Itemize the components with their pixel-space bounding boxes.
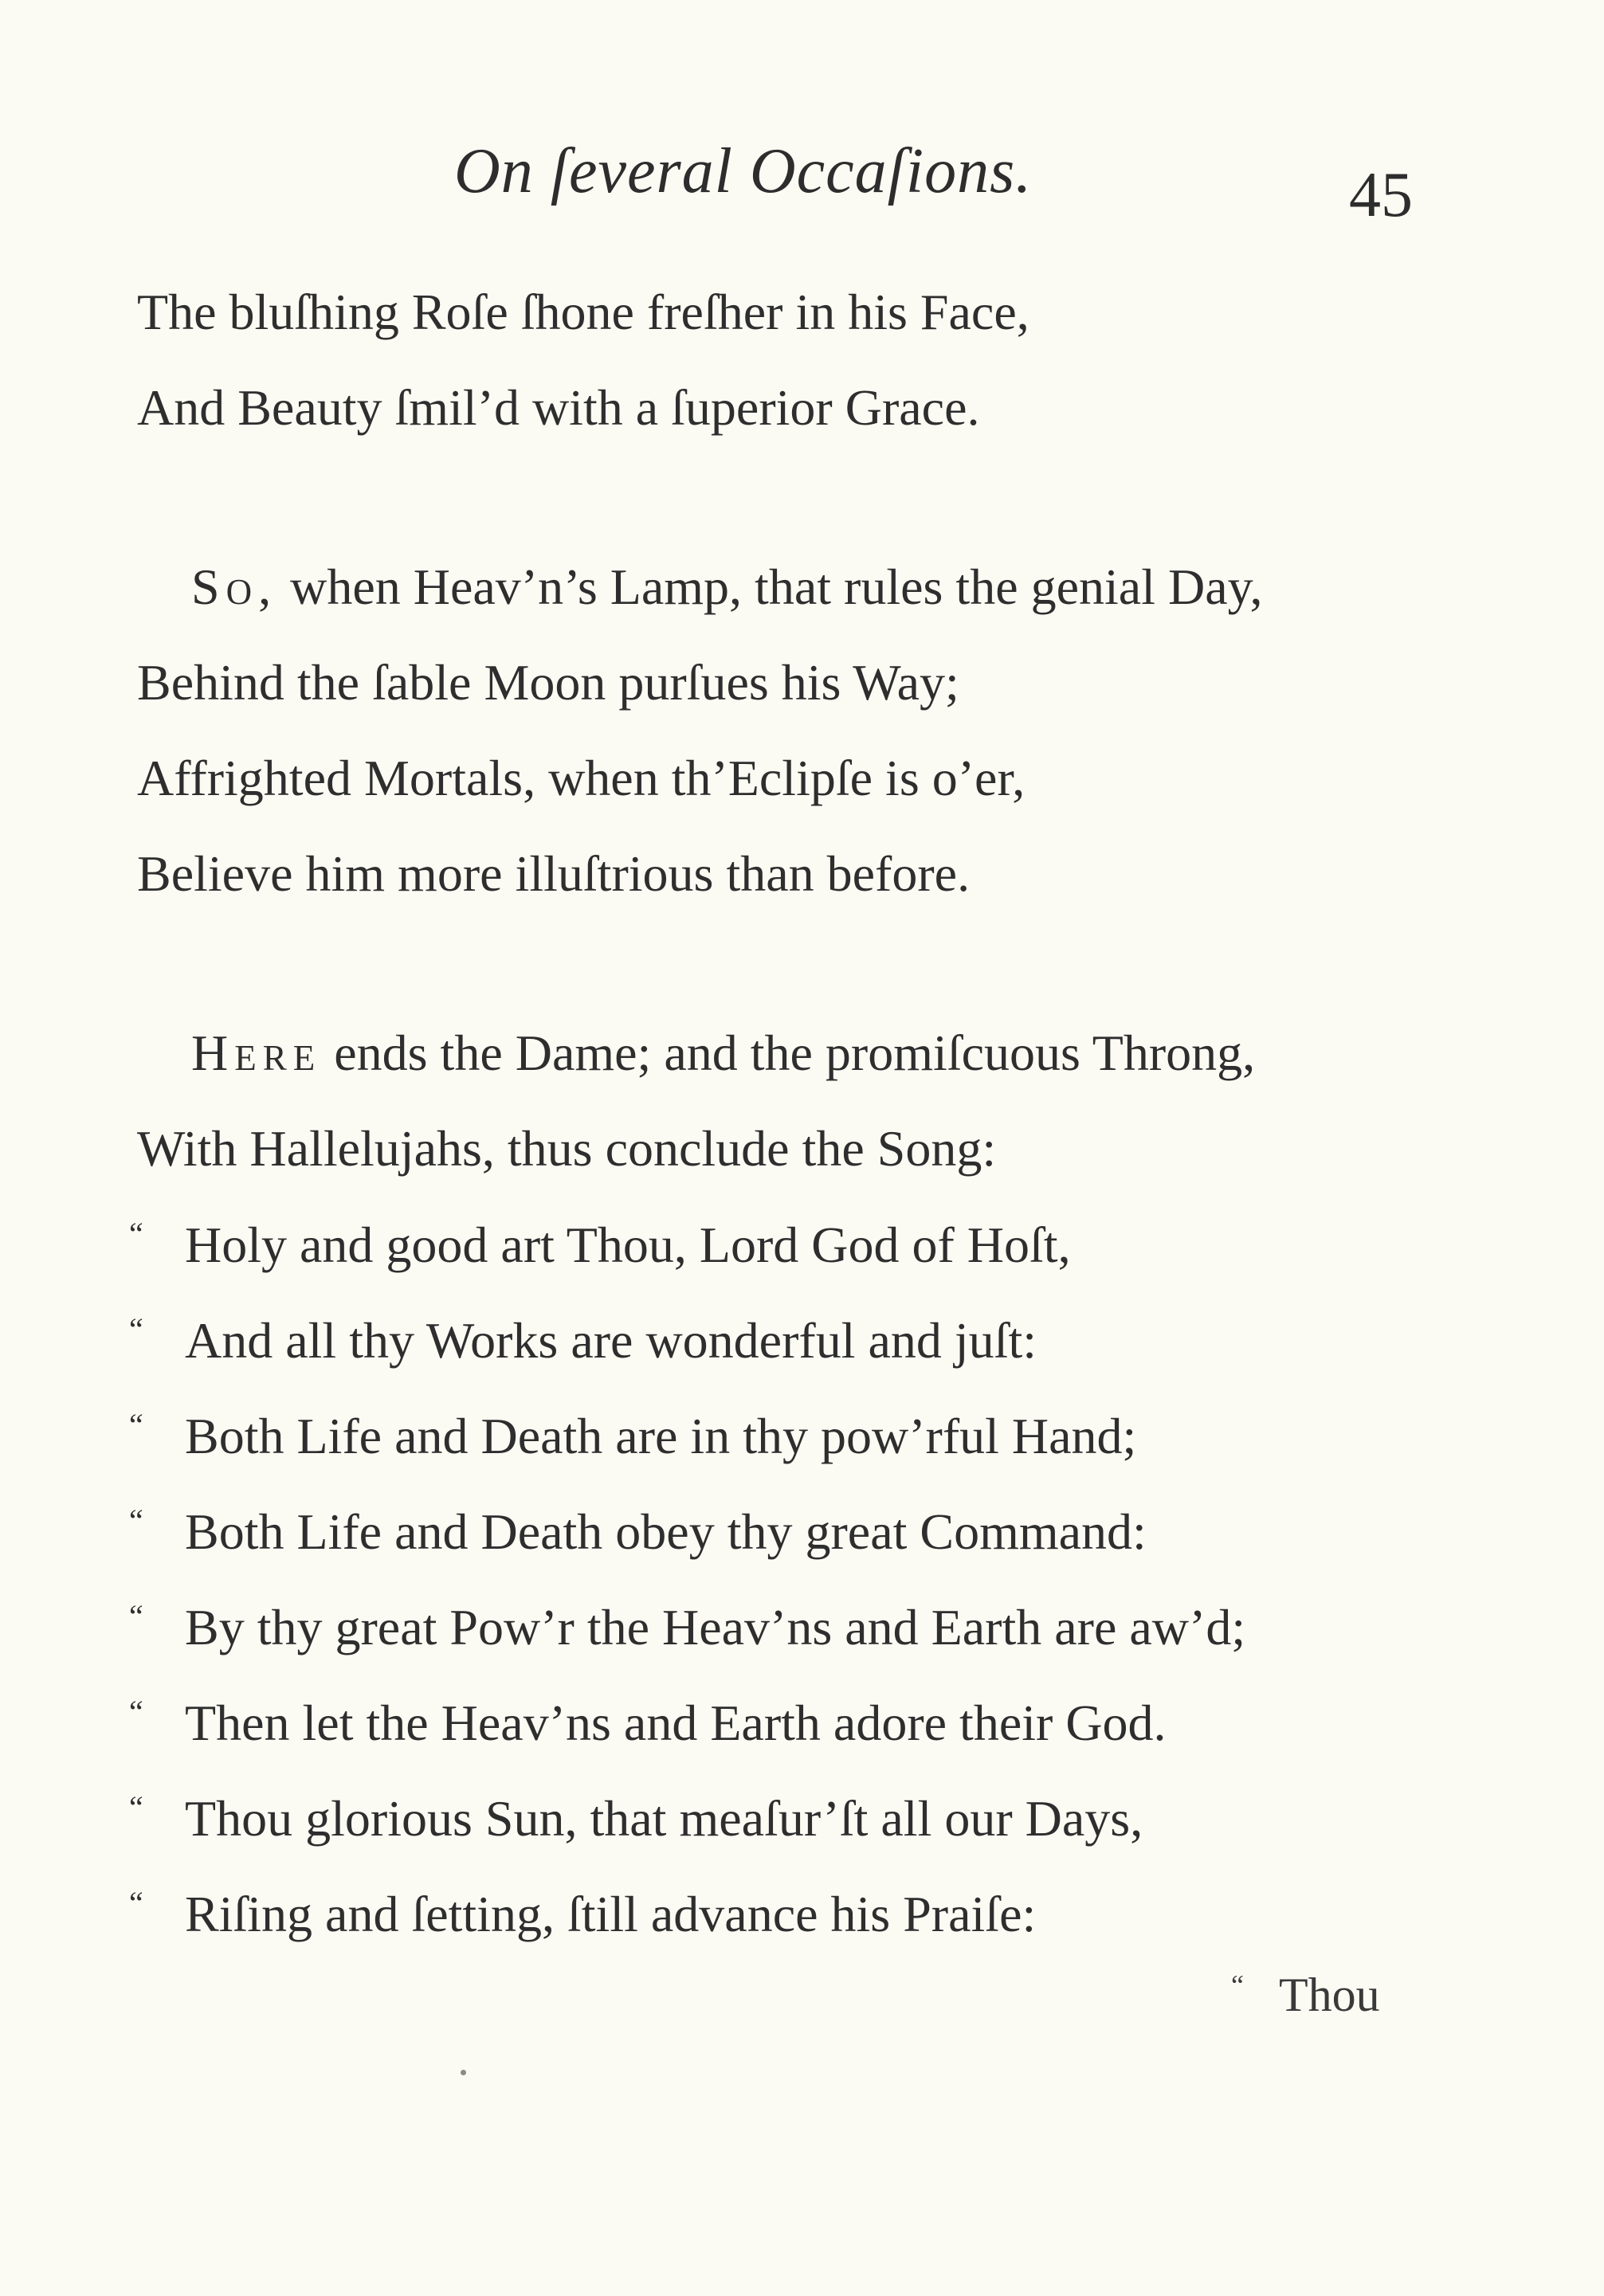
quotation-mark: “ — [129, 1503, 143, 1538]
quoted-verse-line — [129, 1693, 1167, 1753]
verse-line-stanza-start — [191, 558, 1262, 617]
quoted-text: Both Life and Death are in thy pow’rful Hand; — [185, 1408, 1137, 1464]
quoted-text: Riſing and ſetting, ſtill advance his Praiſe: — [185, 1886, 1037, 1942]
quotation-mark: “ — [129, 1789, 143, 1825]
quoted-verse-line — [129, 1502, 1147, 1561]
catchword — [1231, 1968, 1380, 2023]
running-head: On ſeveral Occaſions. — [454, 136, 1033, 206]
quotation-mark: “ — [129, 1885, 143, 1921]
catchword-text: Thou — [1279, 1969, 1380, 2021]
quoted-text: By thy great Pow’r the Heav’ns and Earth are aw’d; — [185, 1599, 1246, 1655]
quoted-verse-line — [129, 1311, 1037, 1370]
verse-line-rest: ends the Dame; and the promiſcuous Throng, — [321, 1025, 1256, 1081]
quoted-text: Holy and good art Thou, Lord God of Hoſt, — [185, 1217, 1071, 1273]
quotation-mark: “ — [1231, 1969, 1244, 2001]
paper-speck — [461, 2070, 466, 2075]
quoted-text: Both Life and Death obey thy great Command: — [185, 1503, 1147, 1560]
verse-line: Affrighted Mortals, when th’Eclipſe is o’er, — [137, 750, 1026, 806]
verse-line-stanza-start — [191, 1024, 1255, 1083]
verse-line: Believe him more illuſtrious than before. — [137, 845, 971, 902]
quotation-mark: “ — [129, 1598, 143, 1634]
quotation-mark: “ — [129, 1311, 143, 1347]
quoted-text: Then let the Heav’ns and Earth adore their God. — [185, 1695, 1167, 1751]
verse-line: Behind the ſable Moon purſues his Way; — [137, 654, 959, 711]
stanza-initial-word: So, — [191, 558, 278, 615]
quotation-mark: “ — [129, 1694, 143, 1730]
stanza-initial-word: Here — [191, 1025, 322, 1081]
verse-line: And Beauty ſmil’d with a ſuperior Grace. — [137, 379, 980, 436]
quoted-verse-line — [129, 1406, 1136, 1466]
quoted-text: Thou glorious Sun, that meaſur’ſt all our Days, — [185, 1790, 1143, 1847]
page-number: 45 — [1349, 160, 1413, 230]
verse-line-rest: when Heav’n’s Lamp, that rules the genial Day, — [277, 558, 1263, 615]
quoted-verse-line — [129, 1597, 1245, 1657]
verse-line: The bluſhing Roſe ſhone freſher in his Face, — [137, 284, 1029, 340]
quoted-text: And all thy Works are wonderful and juſt: — [185, 1312, 1037, 1369]
quoted-verse-line — [129, 1215, 1071, 1275]
quotation-mark: “ — [129, 1216, 143, 1252]
quoted-verse-line — [129, 1789, 1143, 1848]
quoted-verse-line — [129, 1884, 1036, 1944]
quotation-mark: “ — [129, 1407, 143, 1443]
verse-line: With Hallelujahs, thus conclude the Song: — [137, 1120, 997, 1177]
